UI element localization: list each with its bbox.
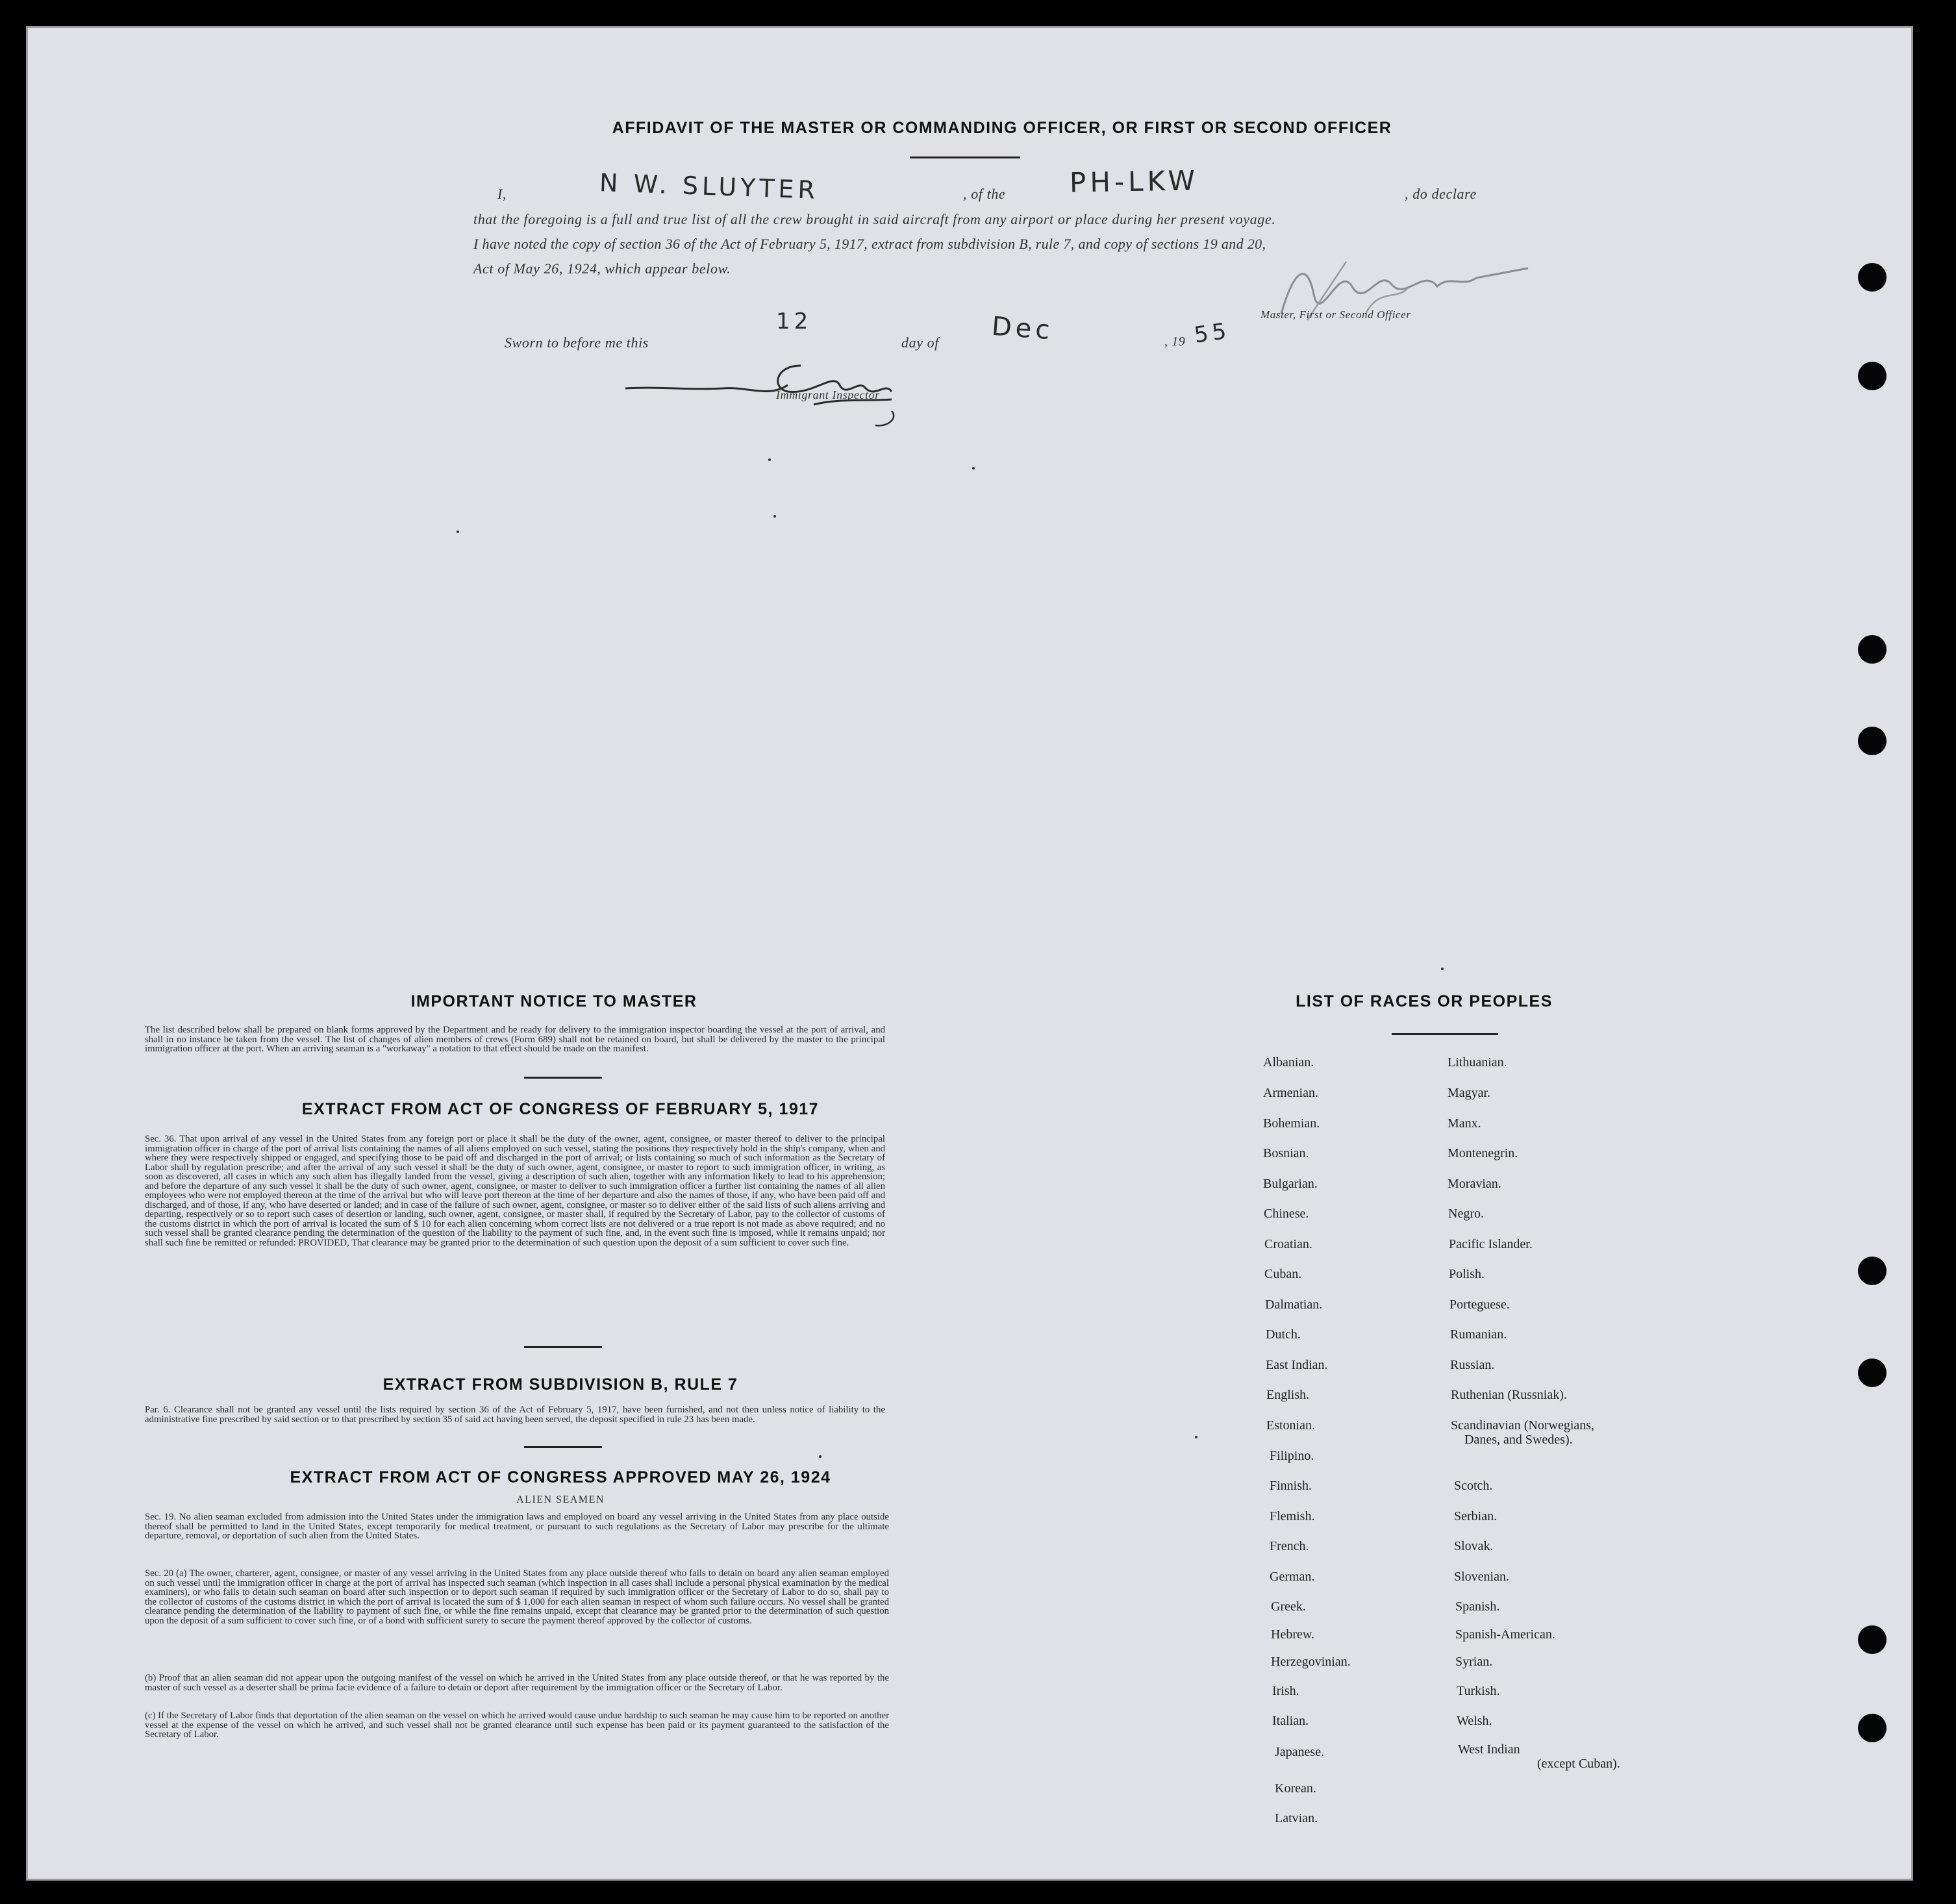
affidavit-heading: AFFIDAVIT OF THE MASTER OR COMMANDING OFFICER, OR FIRST OR SECOND OFFICER xyxy=(612,119,1392,137)
race-item: Slovenian. xyxy=(1454,1570,1509,1584)
race-item: Korean. xyxy=(1275,1781,1316,1796)
punch-hole xyxy=(1858,1359,1887,1387)
year-handwritten: 55 xyxy=(1192,318,1232,349)
race-item: Danes, and Swedes). xyxy=(1464,1433,1573,1447)
race-item: Hebrew. xyxy=(1271,1627,1315,1642)
race-item: Lithuanian. xyxy=(1448,1055,1507,1070)
do-declare-label: , do declare xyxy=(1405,186,1477,202)
races-rule xyxy=(1392,1033,1498,1035)
race-item: Spanish. xyxy=(1455,1599,1500,1614)
race-item: English. xyxy=(1266,1388,1310,1402)
races-heading: LIST OF RACES OR PEOPLES xyxy=(1296,992,1553,1010)
speck xyxy=(768,458,771,461)
race-item: Welsh. xyxy=(1457,1714,1492,1728)
race-item: Albanian. xyxy=(1263,1055,1314,1070)
race-item: Bohemian. xyxy=(1263,1116,1320,1131)
day-handwritten: 12 xyxy=(776,308,812,334)
of-the-label: , of the xyxy=(963,186,1006,202)
race-item: Filipino. xyxy=(1270,1449,1314,1463)
punch-hole xyxy=(1858,727,1887,755)
race-item: Armenian. xyxy=(1263,1086,1318,1100)
sworn-label: Sworn to before me this xyxy=(505,334,649,351)
rule7-text: Par. 6. Clearance shall not be granted any vessel until the lists required by section 36 of the Act of February 5, 1917, have been furnished, and not then unless notice of liability to the administrative fine prescribed by said section or to that prescribed by section 35 of said act having been served, the deposit specified in rule 23 has been made. xyxy=(145,1405,885,1425)
notice-text: The list described below shall be prepared on blank forms approved by the Department and be ready for delivery to the immigration inspector boarding the vessel at the port of arrival, and shall in no instance be taken from the vessel. The list of changes of alien members of crews (Form 689) shall not be retained on board, but shall be delivered by the master to the principal immigration officer at the port. When an arriving seaman is a "workaway" a notation to that effect should be made on the manifest. xyxy=(145,1025,885,1054)
race-item: Scandinavian (Norwegians, xyxy=(1451,1418,1595,1433)
rule7-heading: EXTRACT FROM SUBDIVISION B, RULE 7 xyxy=(382,1375,738,1394)
year-prefix xyxy=(1164,334,1185,349)
race-item: Croatian. xyxy=(1264,1237,1312,1251)
extract-1917-rule xyxy=(524,1346,602,1348)
race-item: Russian. xyxy=(1450,1358,1495,1372)
race-item: Japanese. xyxy=(1275,1745,1325,1759)
race-item: West Indian xyxy=(1458,1742,1520,1757)
race-item: Magyar. xyxy=(1448,1086,1491,1100)
speck xyxy=(457,531,459,533)
race-item: Ruthenian (Russniak). xyxy=(1451,1388,1567,1402)
race-item: Estonian. xyxy=(1266,1418,1315,1433)
punch-hole xyxy=(1858,1625,1887,1654)
master-name-handwritten: N W. SLUYTER xyxy=(599,168,820,205)
race-item: Serbian. xyxy=(1454,1509,1498,1523)
notice-rule xyxy=(524,1077,602,1079)
race-item: French. xyxy=(1270,1539,1309,1553)
race-item: Porteguese. xyxy=(1449,1297,1510,1312)
sec20c-text: (c) If the Secretary of Labor finds that deportation of the alien seaman on the vessel on which he arrived would cause undue hardship to such seaman he may cause him to be reported on another vessel at the expense of the vessel on which he arrived, and such vessel shall not be granted clearance until such expense has been paid or its payment guaranteed to the satisfaction of the Secretary of Labor. xyxy=(145,1710,889,1740)
race-item: Chinese. xyxy=(1264,1207,1309,1221)
punch-hole xyxy=(1858,1257,1887,1285)
alien-seamen-subheading: ALIEN SEAMEN xyxy=(516,1494,605,1505)
punch-hole xyxy=(1858,263,1887,292)
race-item: Flemish. xyxy=(1270,1509,1315,1523)
race-item: (except Cuban). xyxy=(1537,1757,1620,1771)
speck xyxy=(1195,1436,1197,1438)
aircraft-handwritten: PH-LKW xyxy=(1069,164,1199,199)
month-handwritten: Dec xyxy=(990,311,1055,346)
race-item: Finnish. xyxy=(1270,1479,1312,1493)
race-item: Scotch. xyxy=(1454,1479,1493,1493)
race-item: Latvian. xyxy=(1275,1811,1318,1825)
punch-hole xyxy=(1858,362,1887,390)
race-item: German. xyxy=(1270,1570,1315,1584)
race-item: Cuban. xyxy=(1264,1267,1302,1281)
race-item: Pacific Islander. xyxy=(1449,1237,1533,1251)
race-item: East Indian. xyxy=(1266,1358,1328,1372)
extract-1917-text: Sec. 36. That upon arrival of any vessel in the United States from any foreign port or place it shall be the duty of the owner, agent, consignee, or master thereof to deliver to the principal immigration officer in charge of the port of arrival lists containing the names of all aliens employed on such vessel, stating the positions they respectively hold in the ship's company, when and where they were respectively shipped or engaged, and specifying those to be paid off and discharged in the port of arrival; or lists containing so much of such information as the Secretary of Labor shall by regulation prescribe; and after the arrival of any such vessel it shall be the duty of such owner, agent, consignee, or master to report to such immigration officer, in writing, as soon as discovered, all cases in which any such alien has illegally landed from the vessel, giving a description of such alien, together with any information likely to lead to his apprehension; and before the departure of any such vessel it shall be the duty of such owner, agent, consignee, or master to deliver to such immigration officer a further list containing the names of all alien employees who were not employed thereon at the time of the arrival but who will leave port thereon at the time of her departure and also the names of those, if any, who have been paid off and discharged, and of those, if any, who have deserted or landed; and in case of the failure of such owner, agent, consignee, or master so to deliver either of the said lists of such aliens arriving and departing, respectively or so to report such cases of desertion or landing, such owner, agent, consignee, or master shall, if required by the Secretary of Labor, pay to the collector of customs of the customs district in which the port of arrival is located the sum of $ 10 for each alien concerning whom correct lists are not delivered or a true report is not made as above required; and no such vessel shall be granted clearance pending the determination of the question of the liability to the payment of such fine, and, in the event such fine is imposed, while it remains unpaid; nor shall such fine be remitted or refunded: PROVIDED, That clearance may be granted prior to the determination of such question upon the deposit of a sum sufficient to cover such fine. xyxy=(145,1134,885,1248)
extract-1924-heading: EXTRACT FROM ACT OF CONGRESS APPROVED MAY 26, 1924 xyxy=(290,1468,831,1486)
punch-hole xyxy=(1858,1714,1887,1742)
master-label: Master, First or Second Officer xyxy=(1260,308,1411,321)
speck xyxy=(819,1455,821,1458)
speck xyxy=(972,467,975,470)
race-item: Moravian. xyxy=(1448,1177,1501,1191)
day-of-label: day of xyxy=(901,334,939,351)
sec19-text: Sec. 19. No alien seaman excluded from admission into the United States under the immigration laws and employed on board any vessel arriving in the United States from any place outside thereof shall be permitted to land in the United States, except temporarily for medical treatment, or pursuant to such regulations as the Secretary of Labor may prescribe for the ultimate departure, removal, or deportation of such alien from the United States. xyxy=(145,1512,889,1541)
race-item: Bulgarian. xyxy=(1263,1177,1318,1191)
race-item: Irish. xyxy=(1272,1684,1299,1698)
speck xyxy=(1441,968,1444,970)
race-item: Dalmatian. xyxy=(1265,1297,1323,1312)
extract-1917-heading: EXTRACT FROM ACT OF CONGRESS OF FEBRUARY 5, 1917 xyxy=(301,1100,820,1118)
sec20a-text: Sec. 20 (a) The owner, charterer, agent, consignee, or master of any vessel arriving in the United States from any place outside thereof who fails to detain on board any alien seaman employed on such vessel until the immigration officer in charge at the port of arrival has inspected such seaman (which inspection in all cases shall include a personal physical examination by the medical examiners), or who fails to detain such seaman on board after such inspection or to deport such seaman if required by such immigration officer or the Secretary of Labor to do so, shall pay to the collector of customs of the customs district in which the port of arrival is located the sum of $ 1,000 for each alien seaman in respect of whom such failure occurs. No vessel shall be granted clearance pending the determination of the liability to payment of such fine, or while the fine remains unpaid, except that clearance may be granted prior to the determination of such question upon the deposit of a sum sufficient to cover such fine, or of a bond with sufficient surety to secure the payment thereof approved by the collector of customs. xyxy=(145,1568,889,1626)
race-item: Negro. xyxy=(1448,1207,1484,1221)
inspector-label: Immigrant Inspector xyxy=(776,388,880,401)
race-item: Polish. xyxy=(1449,1267,1485,1281)
race-item: Dutch. xyxy=(1266,1327,1301,1342)
race-item: Rumanian. xyxy=(1450,1327,1507,1342)
race-item: Spanish-American. xyxy=(1455,1627,1555,1642)
speck xyxy=(773,515,776,518)
affidavit-heading-rule xyxy=(910,157,1020,158)
document-page xyxy=(26,26,1913,1881)
pronoun: I, xyxy=(497,186,507,202)
sec20b-text: (b) Proof that an alien seaman did not appear upon the outgoing manifest of the vessel on which he arrived in the United States from any place outside thereof, or that he was reported by the master of such vessel as a deserter shall be prima facie evidence of a failure to detain or deport after requirement by the immigration officer or the Secretary of Labor. xyxy=(145,1673,889,1693)
race-item: Herzegovinian. xyxy=(1271,1655,1351,1669)
race-item: Greek. xyxy=(1271,1599,1306,1614)
race-item: Slovak. xyxy=(1454,1539,1494,1553)
race-item: Bosnian. xyxy=(1263,1146,1309,1160)
affidavit-line-3: I have noted the copy of section 36 of the Act of February 5, 1917, extract from subdivision B, rule 7, and copy of sections 19 and 20, xyxy=(473,236,1266,252)
rule7-rule xyxy=(524,1446,602,1448)
affidavit-line-2: that the foregoing is a full and true list of all the crew brought in said aircraft from any airport or place during her present voyage. xyxy=(473,211,1276,227)
affidavit-line-4: Act of May 26, 1924, which appear below. xyxy=(473,260,731,277)
race-item: Manx. xyxy=(1448,1116,1481,1131)
notice-heading: IMPORTANT NOTICE TO MASTER xyxy=(410,992,697,1010)
punch-hole xyxy=(1858,635,1887,664)
race-item: Montenegrin. xyxy=(1448,1146,1518,1160)
race-item: Syrian. xyxy=(1455,1655,1493,1669)
race-item: Italian. xyxy=(1272,1714,1309,1728)
year-prefix-label: , 19 xyxy=(1164,334,1186,349)
race-item: Turkish. xyxy=(1457,1684,1500,1698)
